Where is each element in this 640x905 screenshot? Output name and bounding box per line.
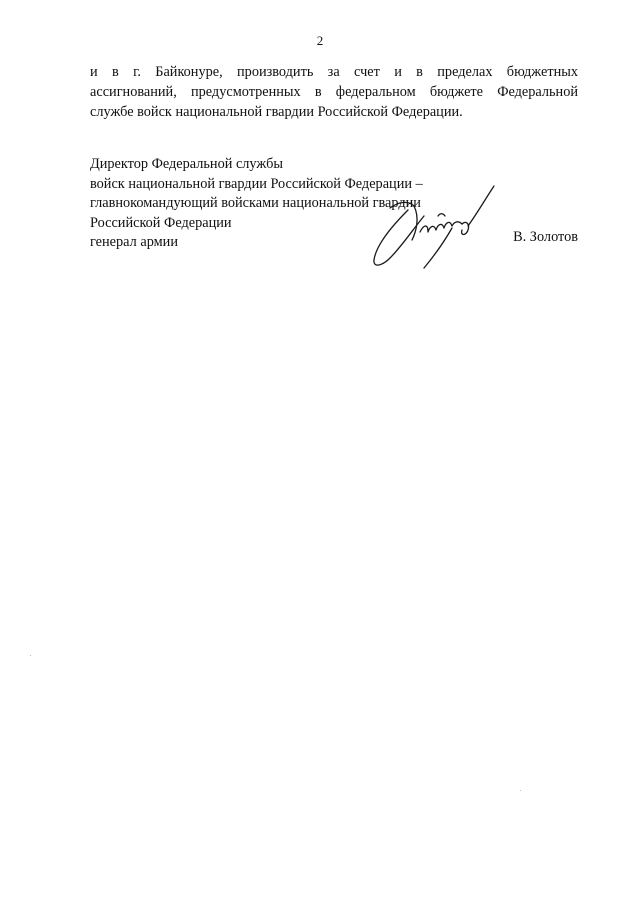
signer-name: В. Золотов [513, 229, 578, 245]
signatory-title-line: Российской Федерации [90, 214, 232, 231]
signatory-title-line: главнокомандующий войсками национальной гвардии [90, 195, 421, 211]
body-line: ассигнований, предусмотренных в федеральном бюджете Федеральной [90, 84, 578, 100]
page-number: 2 [316, 33, 324, 48]
body-line: службе войск национальной гвардии Российской Федерации. [90, 104, 463, 120]
scan-speck [30, 655, 31, 656]
scan-speck [520, 790, 521, 791]
handwritten-signature [368, 180, 498, 272]
signatory-title-line: войск национальной гвардии Российской Федерации – [90, 175, 423, 192]
signatory-title-line: генерал армии [90, 234, 178, 250]
body-line: и в г. Байконуре, производить за счет и в пределах бюджетных [90, 64, 578, 80]
body-paragraph [90, 62, 578, 122]
signatory-title-line: Директор Федеральной службы [90, 156, 283, 172]
